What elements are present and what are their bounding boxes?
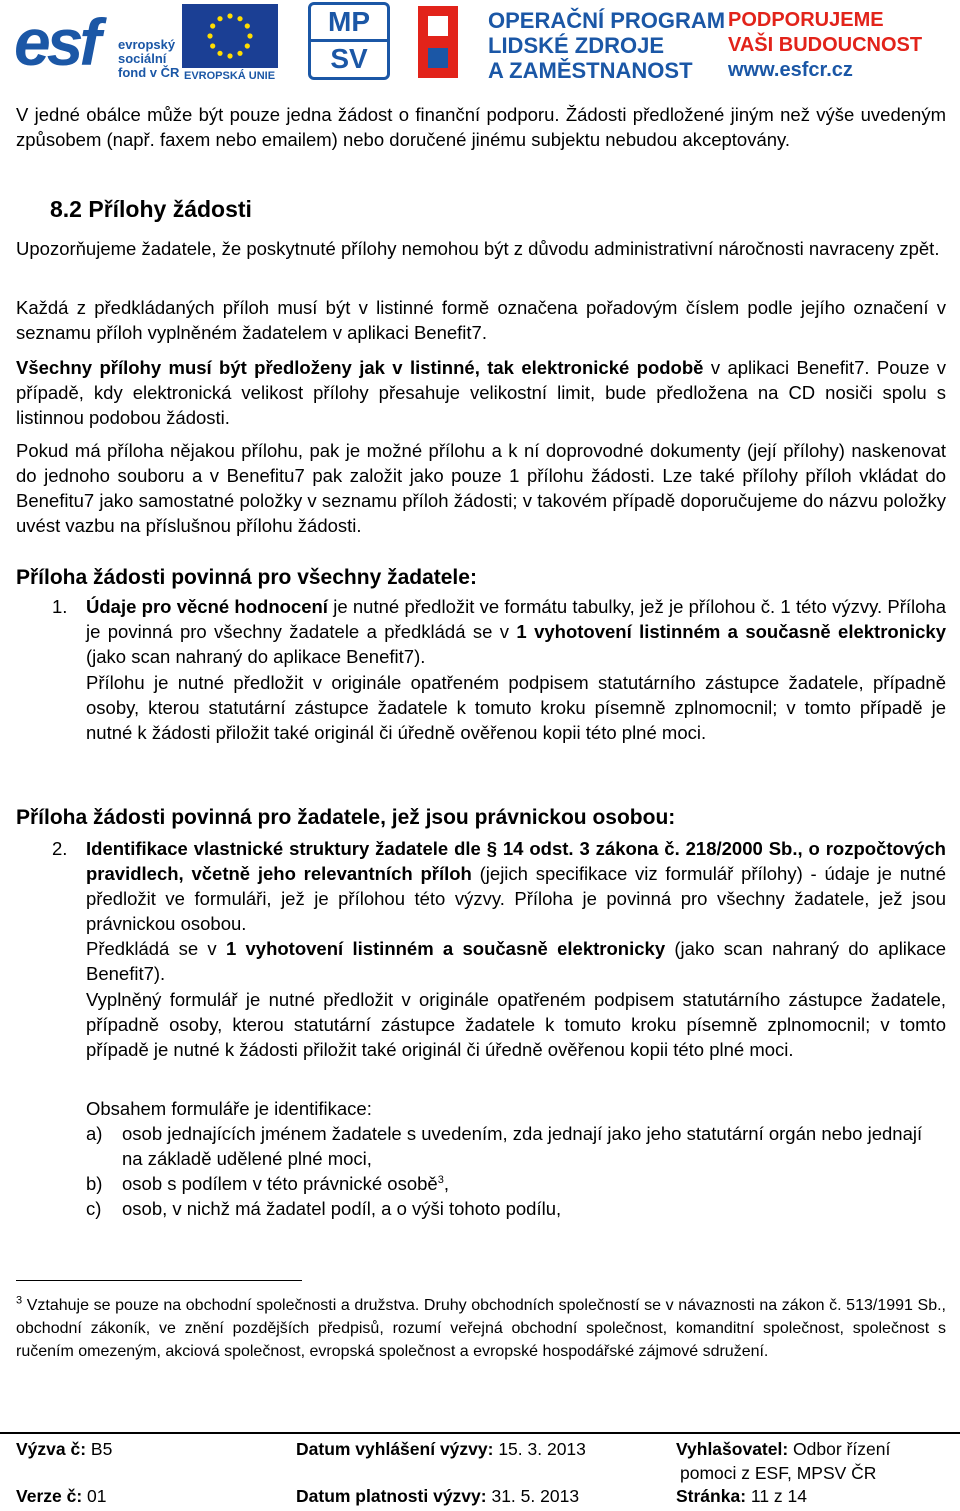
- footer-value: 11 z 14: [746, 1486, 807, 1506]
- op-text-line: OPERAČNÍ PROGRAM: [488, 8, 726, 33]
- footer-label: Vyhlašovatel:: [676, 1439, 789, 1459]
- op-lzz-logo-icon: [418, 6, 458, 78]
- paragraph-electronic: [16, 355, 946, 430]
- footer-datum-platnosti: [296, 1485, 579, 1507]
- eu-star-icon: [227, 13, 232, 18]
- sub-item-c: osob, v nichž má žadatel podíl, a o výši tohoto podílu,: [122, 1198, 562, 1219]
- item-text: (jako scan nahraný do aplikace Benefit7).: [86, 938, 946, 984]
- list-item-1-detail: Přílohu je nutné předložit v originále opatřeném podpisem statutárního zástupce žadatele, případně osoby, kterou statutární zástupce žadatele k tomuto kroku písemně zplnomocnil; v tomto případě je nutné k žádosti přiložit také originál či úředně ověřenou kopii této plné moci.: [86, 672, 946, 743]
- item-text: (jako scan nahraný do aplikace Benefit7).: [86, 646, 426, 667]
- sub-item-a: osob jednajících jménem žadatele s uvedením, zda jednají jako jeho statutární orgán nebo jednají na základě udělené plné moci,: [122, 1123, 923, 1169]
- eu-label: EVROPSKÁ UNIE: [184, 70, 276, 82]
- item-title: Identifikace vlastnické struktury žadatele dle § 14 odst. 3 zákona č. 218/2000 Sb., o rozpočtových pravidlech, včetně jeho relevantních příloh: [86, 838, 946, 884]
- eu-star-icon: [207, 33, 212, 38]
- footnote-separator: [16, 1280, 302, 1281]
- sub-marker: c): [86, 1198, 102, 1219]
- footer-label: Stránka:: [676, 1486, 747, 1506]
- list-item-2: [86, 836, 946, 936]
- paragraph-no-return: Upozorňujeme žadatele, že poskytnuté přílohy nemohou být z důvodu administrativní náročnosti navraceny zpět.: [16, 238, 940, 259]
- sub-item-text: osob s podílem v této právnické osobě: [122, 1173, 438, 1194]
- footer-label: Datum platnosti výzvy:: [296, 1486, 487, 1506]
- paragraph-numbering: Každá z předkládaných příloh musí být v listinné formě označena pořadovým číslem podle jejího označení v seznamu příloh vyplněném žadatelem v aplikaci Benefit7.: [16, 297, 946, 343]
- footnote-text: Vztahuje se pouze na obchodní společnosti a družstva. Druhy obchodních společností se v návaznosti na zákon č. 513/1991 Sb., obchodní zákoník, ve znění pozdějších předpisů, rozumí veřejná obchodní společnost, komanditní společnost, společnost s ručením omezeným, akciová společnost, evropská společnost a evropské hospodářské zájmové sdružení.: [16, 1297, 946, 1360]
- footnote-number: 3: [16, 1294, 23, 1307]
- mpsv-logo: [308, 2, 390, 80]
- support-slogan: [728, 8, 922, 83]
- support-url-link[interactable]: www.esfcr.cz: [728, 59, 853, 81]
- item-text: (jejich specifikace viz formulář přílohy) - údaje je nutné předložit ve formuláři, jež je přílohou této výzvy. Příloha je povinná pro všechny žadatele, jež jsou právnickou osobou.: [86, 863, 947, 934]
- footer-label: Verze č:: [16, 1486, 83, 1506]
- eu-flag-icon: [182, 4, 278, 68]
- footer-value: Odbor řízení: [788, 1439, 891, 1459]
- eu-star-icon: [245, 23, 250, 28]
- footnote: [16, 1294, 946, 1363]
- footer-label: Výzva č:: [16, 1439, 87, 1459]
- list-number: 1.: [52, 596, 68, 617]
- list-number: 2.: [52, 838, 68, 859]
- support-line: PODPORUJEME: [728, 9, 884, 31]
- item-text: je nutné předložit ve formátu tabulky, jež je přílohou č. 1 této výzvy. Příloha je povinná pro všechny žadatele a předkládá se v: [86, 596, 946, 642]
- sub-item-text: ,: [443, 1173, 449, 1194]
- eu-star-icon: [247, 33, 252, 38]
- footer-value: 31. 5. 2013: [486, 1486, 580, 1506]
- sub-item-b: [122, 1171, 946, 1196]
- paragraph-attachments: Pokud má příloha nějakou přílohu, pak je možné přílohu a k ní doprovodné dokumenty (její přílohy) naskenovat do jednoho souboru a v Benefitu7 pak založit jako pouze 1 přílohu žádosti. Lze také přílohy příloh vkládat do Benefitu7 jako samostatné položky v seznamu příloh žádosti; v takovém případě doporučujeme do názvu položky uvést vazbu na příslušnou přílohu žádosti.: [16, 440, 946, 536]
- eu-star-icon: [227, 53, 232, 58]
- footer-value: 01: [82, 1486, 107, 1506]
- paragraph-text: v aplikaci Benefit7. Pouze v případě, kdy elektronická velikost přílohy přesahuje velikostní limit, bude předložena na CD nosiči spolu s listinnou podobou žádosti.: [16, 357, 946, 428]
- list-item-2-submission: [86, 936, 946, 986]
- footer-datum-vyhlaseni: [296, 1438, 586, 1460]
- eu-star-icon: [217, 16, 222, 21]
- sub-marker: b): [86, 1173, 103, 1194]
- support-line: VAŠI BUDOUCNOST: [728, 34, 923, 56]
- list-item-2-detail: Vyplněný formulář je nutné předložit v originále opatřeném podpisem statutárního zástupce žadatele, případně osoby, kterou statutární zástupce žadatele k tomuto kroku písemně zplnomocnil; v tomto případě je nutné k žádosti přiložit také originál či úředně ověřenou kopii této plné moci.: [86, 989, 946, 1060]
- eu-star-icon: [217, 51, 222, 56]
- op-text-line: LIDSKÉ ZDROJE: [488, 33, 665, 58]
- footer-vyzva: [16, 1438, 112, 1460]
- list-item-1: [86, 594, 946, 669]
- footer-verze: [16, 1485, 106, 1507]
- heading-legal-entities: Příloha žádosti povinná pro žadatele, jež jsou právnickou osobou:: [16, 806, 676, 829]
- emphasis: 1 vyhotovení listinném a současně elektronicky: [225, 938, 666, 959]
- item-title: Údaje pro věcné hodnocení: [86, 596, 328, 617]
- intro-paragraph: V jedné obálce může být pouze jedna žádost o finanční podporu. Žádosti předložené jiným než výše uvedeným způsobem (např. faxem nebo emailem) nebo doručené jinému subjektu nebudou akceptovány.: [16, 104, 946, 150]
- eu-star-icon: [237, 16, 242, 21]
- emphasis: 1 vyhotovení listinném a současně elektronicky: [516, 621, 947, 642]
- eu-star-icon: [237, 51, 242, 56]
- footer-separator: [0, 1432, 960, 1434]
- esf-logo-text: [118, 38, 179, 80]
- footer-vyhlasovatel: [676, 1438, 890, 1460]
- esf-text-line: evropský: [118, 37, 176, 52]
- op-text-line: A ZAMĚSTNANOST: [488, 58, 693, 83]
- footer-vyhlasovatel-line2: pomoci z ESF, MPSV ČR: [680, 1463, 877, 1483]
- footnote-reference[interactable]: 3: [437, 1173, 444, 1186]
- mpsv-logo-top: MP: [328, 6, 370, 37]
- eu-star-icon: [210, 43, 215, 48]
- op-lzz-text: [488, 8, 725, 83]
- heading-all-applicants: Příloha žádosti povinná pro všechny žadatele:: [16, 566, 477, 589]
- footer-value: 15. 3. 2013: [493, 1439, 586, 1459]
- section-heading: 8.2 Přílohy žádosti: [50, 196, 252, 222]
- esf-logo: esf: [14, 5, 98, 79]
- header-logo-bar: [0, 0, 960, 92]
- eu-star-icon: [245, 43, 250, 48]
- emphasis: Všechny přílohy musí být předloženy jak v listinné, tak elektronické podobě: [16, 357, 704, 378]
- footer-stranka: [676, 1485, 807, 1507]
- eu-star-icon: [210, 23, 215, 28]
- footer-label: Datum vyhlášení výzvy:: [296, 1439, 494, 1459]
- footer-value: B5: [86, 1439, 113, 1459]
- sub-marker: a): [86, 1123, 103, 1144]
- esf-text-line: fond v ČR: [118, 65, 180, 80]
- esf-text-line: sociální: [118, 51, 167, 66]
- item-text: Předkládá se v: [86, 938, 226, 959]
- list-item-2-contents: Obsahem formuláře je identifikace:: [86, 1098, 372, 1119]
- mpsv-logo-bottom: SV: [311, 39, 387, 76]
